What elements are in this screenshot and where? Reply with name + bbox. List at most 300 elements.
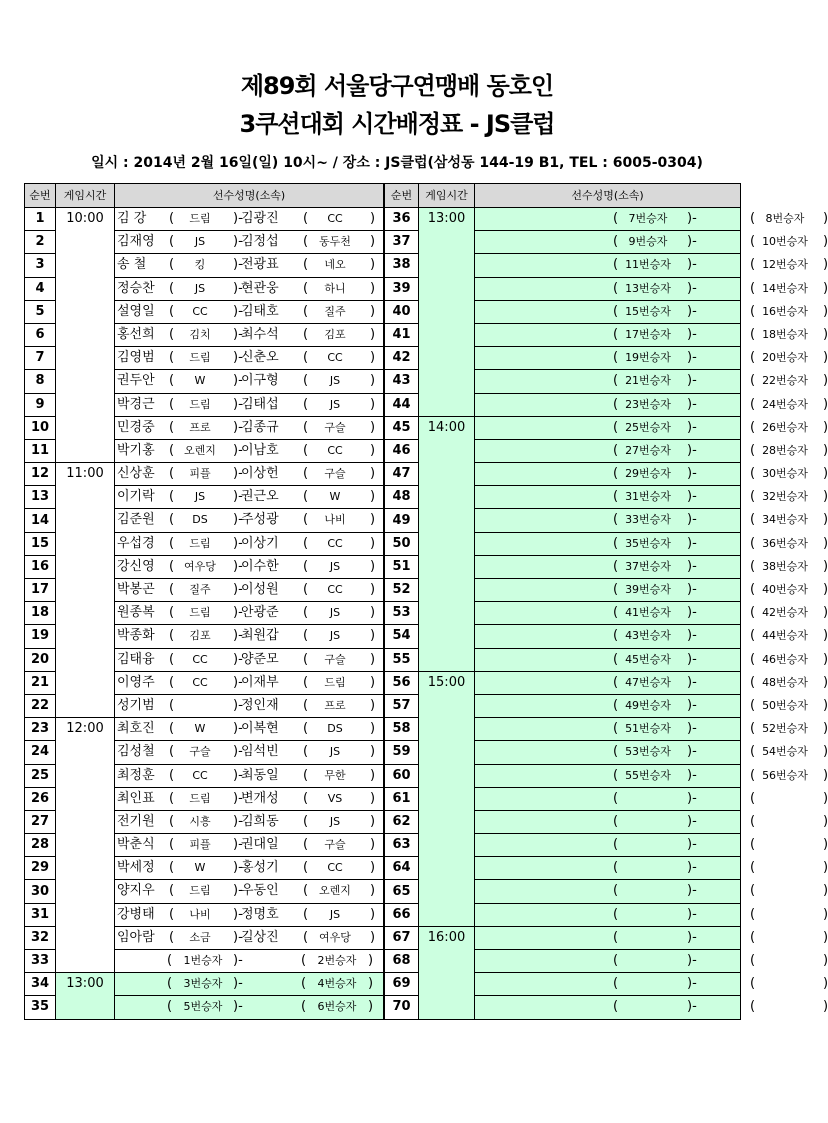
table-row	[25, 370, 384, 393]
match-players	[475, 532, 828, 555]
row-number: 17	[25, 579, 56, 602]
player1-club: 드림	[189, 397, 211, 411]
match-players	[115, 996, 384, 1019]
paren: )	[823, 350, 828, 366]
paren: (	[613, 929, 619, 945]
separator: )-	[233, 628, 243, 644]
player1-club: CC	[192, 768, 208, 782]
paren: (	[750, 929, 756, 945]
player1-name: 강신영	[117, 558, 155, 574]
separator: )-	[233, 999, 243, 1015]
player2-name: 김정섭	[241, 234, 279, 250]
match-players	[115, 694, 384, 717]
winner-slot-1: 15번승자	[625, 304, 671, 318]
paren: (	[613, 744, 619, 760]
row-number: 59	[385, 741, 419, 764]
match-players	[115, 254, 384, 277]
row-number: 2	[25, 231, 56, 254]
separator: )-	[233, 674, 243, 690]
match-players	[115, 277, 384, 300]
game-time	[56, 323, 115, 346]
player2-name: 김종규	[241, 419, 279, 435]
game-time	[419, 648, 475, 671]
paren: (	[169, 628, 175, 644]
paren: (	[613, 558, 619, 574]
game-time	[56, 231, 115, 254]
paren: (	[303, 883, 309, 899]
header-time: 게임시간	[56, 184, 115, 208]
paren: )	[823, 976, 828, 992]
game-time	[56, 764, 115, 787]
winner-slot-2: 48번승자	[762, 675, 808, 689]
match-players	[115, 231, 384, 254]
game-time: 10:00	[56, 208, 115, 231]
player2-name: 이구형	[241, 373, 279, 389]
paren: (	[303, 257, 309, 273]
player1-club: CC	[192, 304, 208, 318]
table-row	[385, 486, 741, 509]
game-time	[56, 625, 115, 648]
paren: (	[303, 674, 309, 690]
paren: )	[370, 651, 376, 667]
paren: )	[370, 558, 376, 574]
match-players	[115, 973, 384, 996]
table-row	[25, 347, 384, 370]
separator: )-	[233, 605, 243, 621]
row-number: 60	[385, 764, 419, 787]
separator: )-	[687, 211, 697, 226]
row-number: 24	[25, 741, 56, 764]
paren: (	[750, 767, 756, 783]
player2-name: 김태섭	[241, 396, 279, 412]
paren: (	[303, 582, 309, 597]
separator: )-	[233, 813, 243, 829]
table-row	[25, 973, 384, 996]
game-time	[56, 903, 115, 926]
match-players	[475, 486, 828, 509]
paren: (	[169, 883, 175, 899]
table-row	[25, 718, 384, 741]
paren: (	[613, 953, 619, 968]
player2-club: 질주	[324, 304, 346, 318]
match-players	[475, 579, 828, 602]
match-players	[115, 834, 384, 857]
player2-club: JS	[329, 559, 341, 573]
match-players	[475, 810, 828, 833]
player1-name: 김준원	[117, 512, 155, 528]
player1-club: 드림	[189, 791, 211, 805]
paren: (	[303, 767, 309, 783]
match-players	[115, 416, 384, 439]
separator: )-	[687, 442, 697, 458]
paren: (	[301, 999, 307, 1015]
game-time	[419, 973, 475, 996]
player2-name: 최동일	[241, 767, 279, 783]
player2-name: 권대일	[241, 837, 279, 853]
paren: (	[303, 651, 309, 667]
separator: )-	[687, 674, 697, 690]
table-row	[385, 323, 741, 346]
game-time: 14:00	[419, 416, 475, 439]
row-number: 14	[25, 509, 56, 532]
player1-club: 김치	[189, 327, 211, 341]
game-time	[419, 347, 475, 370]
separator: )-	[687, 373, 697, 389]
table-row	[385, 463, 741, 486]
paren: )	[823, 651, 828, 667]
separator: )-	[233, 697, 243, 713]
winner-slot-2: 34번승자	[762, 513, 808, 527]
row-number: 4	[25, 277, 56, 300]
paren: )	[370, 929, 376, 945]
winner-slot-2: 12번승자	[762, 258, 808, 272]
separator: )-	[687, 605, 697, 621]
player2-club: CC	[327, 351, 343, 365]
match-players	[115, 439, 384, 462]
separator: )-	[687, 790, 697, 806]
player1-name: 박춘식	[117, 837, 155, 853]
separator: )-	[687, 906, 697, 922]
paren: )	[823, 466, 828, 482]
paren: )	[370, 582, 376, 597]
separator: )-	[687, 837, 697, 853]
row-number: 15	[25, 532, 56, 555]
paren: (	[613, 326, 619, 342]
paren: (	[750, 257, 756, 273]
player1-name: 이기락	[117, 489, 155, 505]
game-time	[56, 926, 115, 949]
row-number: 54	[385, 625, 419, 648]
player1-name: 김성철	[117, 744, 155, 760]
separator: )-	[687, 721, 697, 737]
paren: )	[370, 767, 376, 783]
player1-name: 강병태	[117, 906, 155, 922]
paren: (	[167, 976, 173, 992]
paren: (	[303, 929, 309, 945]
paren: )	[370, 883, 376, 899]
paren: (	[303, 860, 309, 876]
table-row	[25, 834, 384, 857]
paren: (	[303, 906, 309, 922]
table-row	[385, 810, 741, 833]
table-row	[25, 254, 384, 277]
paren: (	[613, 257, 619, 273]
paren: )	[370, 790, 376, 806]
player2-name: 이남호	[241, 442, 279, 458]
paren: )	[823, 605, 828, 621]
player1-club: 질주	[189, 583, 211, 596]
paren: (	[169, 582, 175, 597]
paren: (	[613, 373, 619, 389]
paren: )	[823, 489, 828, 505]
paren: )	[370, 257, 376, 273]
player1-name: 원종복	[117, 605, 155, 621]
winner-slot-1: 37번승자	[625, 559, 671, 573]
game-time	[56, 741, 115, 764]
paren: (	[303, 512, 309, 528]
separator: )-	[687, 697, 697, 713]
game-time	[419, 787, 475, 810]
player2-name: 이상기	[241, 535, 279, 551]
table-row	[385, 509, 741, 532]
paren: )	[823, 721, 828, 737]
row-number: 56	[385, 671, 419, 694]
winner-slot-1: 55번승자	[625, 768, 671, 782]
match-players	[115, 347, 384, 370]
paren: (	[750, 303, 756, 319]
paren: (	[613, 767, 619, 783]
paren: )	[370, 442, 376, 458]
paren: (	[303, 373, 309, 389]
table-row	[25, 300, 384, 323]
table-row	[25, 555, 384, 578]
separator: )-	[687, 744, 697, 760]
match-players	[115, 950, 384, 973]
game-time	[56, 370, 115, 393]
row-number: 70	[385, 996, 419, 1019]
paren: (	[301, 976, 307, 992]
row-number: 6	[25, 323, 56, 346]
winner-slot-1: 19번승자	[625, 351, 671, 365]
winner-slot-1: 33번승자	[625, 513, 671, 527]
player1-name: 권두안	[117, 373, 155, 389]
player2-club: JS	[329, 814, 341, 828]
row-number: 64	[385, 857, 419, 880]
paren: )	[823, 929, 828, 945]
paren: (	[169, 234, 175, 250]
separator: )-	[687, 883, 697, 899]
paren: (	[169, 813, 175, 829]
table-row	[25, 950, 384, 973]
paren: (	[613, 628, 619, 644]
separator: )-	[687, 512, 697, 528]
player1-name: 박경근	[117, 396, 155, 412]
game-time	[419, 277, 475, 300]
player1-name: 김재영	[117, 234, 155, 250]
player2-club: DS	[327, 722, 343, 736]
paren: (	[169, 767, 175, 783]
player2-name: 정명호	[241, 906, 279, 922]
paren: (	[613, 442, 619, 458]
paren: (	[169, 211, 175, 226]
paren: (	[613, 883, 619, 899]
table-row	[385, 834, 741, 857]
game-time	[56, 950, 115, 973]
row-number: 62	[385, 810, 419, 833]
match-players	[475, 509, 828, 532]
header-num: 순번	[25, 184, 56, 208]
player2-club: 프로	[324, 698, 346, 712]
paren: (	[169, 674, 175, 690]
separator: )-	[687, 813, 697, 829]
paren: (	[169, 790, 175, 806]
winner-slot-2: 10번승자	[762, 235, 808, 249]
row-number: 48	[385, 486, 419, 509]
match-players	[475, 323, 828, 346]
winner-slot-1: 45번승자	[625, 652, 671, 666]
match-players	[475, 300, 828, 323]
game-time: 16:00	[419, 926, 475, 949]
separator: )-	[233, 326, 243, 342]
row-number: 55	[385, 648, 419, 671]
winner-slot-1: 29번승자	[625, 467, 671, 481]
player2-name: 길상진	[241, 929, 279, 945]
separator: )-	[687, 976, 697, 992]
player2-name: 이재부	[241, 674, 279, 690]
row-number: 37	[385, 231, 419, 254]
paren: )	[823, 837, 828, 853]
paren: (	[303, 280, 309, 296]
paren: )	[823, 999, 828, 1015]
player1-club: 드림	[189, 884, 211, 898]
match-players	[475, 694, 828, 717]
separator: )-	[233, 651, 243, 667]
player2-name: 홍성기	[241, 860, 279, 876]
player1-club: 피플	[189, 467, 211, 481]
table-row	[385, 208, 741, 231]
row-number: 10	[25, 416, 56, 439]
match-players	[115, 880, 384, 903]
match-players	[115, 926, 384, 949]
match-players	[475, 996, 828, 1019]
table-row	[25, 579, 384, 602]
player2-name: 이상헌	[241, 466, 279, 482]
game-time	[419, 509, 475, 532]
separator: )-	[687, 651, 697, 667]
player2-club: CC	[327, 583, 343, 596]
paren: )	[823, 303, 828, 319]
game-time	[419, 393, 475, 416]
row-number: 68	[385, 950, 419, 973]
row-number: 47	[385, 463, 419, 486]
paren: )	[370, 605, 376, 621]
paren: (	[750, 953, 756, 968]
game-time	[56, 834, 115, 857]
separator: )-	[233, 280, 243, 296]
player1-club: 드림	[189, 351, 211, 365]
row-number: 69	[385, 973, 419, 996]
player2-club: CC	[327, 861, 343, 875]
separator: )-	[233, 396, 243, 412]
row-number: 23	[25, 718, 56, 741]
paren: (	[613, 721, 619, 737]
game-time: 13:00	[419, 208, 475, 231]
separator: )-	[233, 373, 243, 389]
match-players	[475, 648, 828, 671]
match-players	[475, 555, 828, 578]
paren: )	[823, 280, 828, 296]
game-time	[419, 857, 475, 880]
paren: (	[750, 883, 756, 899]
separator: )-	[233, 489, 243, 505]
row-number: 41	[385, 323, 419, 346]
winner-slot-1: 7번승자	[628, 212, 668, 225]
separator: )-	[687, 999, 697, 1015]
player2-club: 김포	[324, 327, 346, 341]
paren: (	[613, 512, 619, 528]
player1-name: 우섭경	[117, 535, 155, 551]
winner-slot-1: 1번승자	[183, 954, 223, 967]
game-time: 12:00	[56, 718, 115, 741]
player2-club: 구슬	[324, 652, 346, 666]
paren: (	[613, 999, 619, 1015]
paren: (	[613, 582, 619, 597]
row-number: 42	[385, 347, 419, 370]
table-row	[385, 880, 741, 903]
table-row	[385, 254, 741, 277]
table-row	[385, 347, 741, 370]
table-row	[25, 509, 384, 532]
game-time	[56, 393, 115, 416]
row-number: 16	[25, 555, 56, 578]
paren: (	[750, 906, 756, 922]
row-number: 3	[25, 254, 56, 277]
table-row	[385, 416, 741, 439]
paren: (	[750, 837, 756, 853]
paren: (	[169, 489, 175, 505]
player1-club: JS	[194, 281, 206, 295]
paren: )	[823, 419, 828, 435]
player1-club: W	[194, 374, 206, 388]
row-number: 35	[25, 996, 56, 1019]
paren: )	[823, 396, 828, 412]
row-number: 38	[385, 254, 419, 277]
separator: )-	[687, 396, 697, 412]
paren: (	[750, 466, 756, 482]
row-number: 20	[25, 648, 56, 671]
row-number: 21	[25, 671, 56, 694]
player2-club: 구슬	[324, 467, 346, 481]
match-players	[115, 602, 384, 625]
game-time	[56, 416, 115, 439]
paren: (	[303, 466, 309, 482]
player1-club: 김포	[189, 629, 211, 643]
separator: )-	[233, 860, 243, 876]
player1-name: 최호진	[117, 721, 155, 737]
match-players	[115, 764, 384, 787]
table-row	[25, 439, 384, 462]
paren: (	[750, 535, 756, 551]
winner-slot-2: 2번승자	[317, 954, 357, 967]
match-players	[475, 671, 828, 694]
game-time	[56, 648, 115, 671]
paren: )	[823, 257, 828, 273]
paren: (	[613, 466, 619, 482]
table-row	[25, 903, 384, 926]
table-row	[25, 671, 384, 694]
paren: )	[823, 234, 828, 250]
paren: (	[303, 697, 309, 713]
row-number: 63	[385, 834, 419, 857]
paren: )	[370, 535, 376, 551]
paren: (	[303, 813, 309, 829]
match-players	[475, 347, 828, 370]
player1-name: 임아람	[117, 929, 155, 945]
paren: (	[303, 628, 309, 644]
player2-club: 오렌지	[319, 884, 351, 898]
player1-club: 구슬	[189, 745, 211, 759]
paren: (	[303, 721, 309, 737]
table-row	[25, 208, 384, 231]
paren: (	[750, 489, 756, 505]
row-number: 32	[25, 926, 56, 949]
game-time	[56, 254, 115, 277]
player1-club: CC	[192, 652, 208, 666]
match-players	[475, 370, 828, 393]
player1-club: 킹	[194, 258, 206, 272]
table-row	[25, 463, 384, 486]
match-players	[475, 880, 828, 903]
